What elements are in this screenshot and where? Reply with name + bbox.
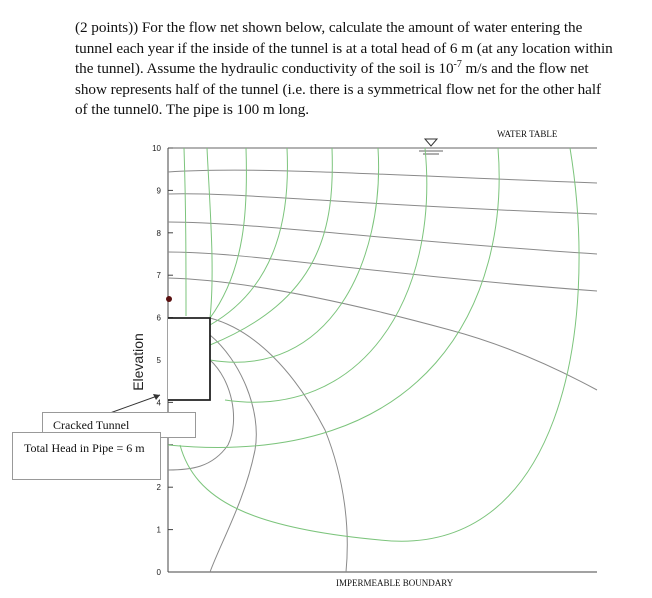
head-marker [166, 296, 172, 302]
total-head-label: Total Head in Pipe = 6 m [24, 441, 145, 455]
equipotential-line-7 [225, 148, 427, 402]
y-tick-label: 1 [156, 525, 161, 535]
equipotential-line-3 [210, 148, 246, 318]
total-head-callout [12, 432, 161, 480]
y-tick-label: 4 [156, 398, 161, 408]
y-tick-label: 2 [156, 483, 161, 493]
question-points: (2 points)) [75, 19, 139, 36]
flow-line-7 [210, 335, 256, 572]
flow-lines [168, 170, 597, 572]
conductivity-exponent: -7 [453, 59, 462, 70]
equipotential-line-8 [168, 148, 499, 447]
y-tick-label: 9 [156, 186, 161, 196]
water-table-triangle-icon [419, 139, 443, 154]
y-axis-label: Elevation [130, 333, 146, 391]
y-tick-label: 6 [156, 313, 161, 323]
question-body: For the flow net shown below, calculate the amount of water entering the tunnel each year if the inside of the tunnel is at a total head of 6 m (at any location within the tunnel). Assume the hydraulic conductivity of the soil is 10 [75, 19, 613, 77]
equipotential-line-9 [180, 148, 579, 541]
y-tick-label: 5 [156, 356, 161, 365]
flow-line-2 [168, 194, 597, 214]
equipotential-line-5 [210, 148, 332, 345]
flow-line-5 [168, 278, 597, 390]
tunnel-outline [168, 318, 210, 400]
equipotential-line-2 [207, 148, 212, 318]
water-table-label: WATER TABLE [497, 129, 558, 139]
y-tick-label: 8 [156, 228, 161, 238]
y-tick-label: 7 [156, 271, 161, 281]
impermeable-boundary-label: IMPERMEABLE BOUNDARY [336, 578, 454, 588]
flow-net-figure [0, 120, 652, 598]
equipotential-lines [168, 148, 579, 541]
y-tick-label: 0 [156, 568, 161, 577]
equipotential-line-1 [184, 148, 186, 316]
question-body-continued: m/s and the flow net show represents half of the tunnel (i.e. there is a symmetrical flow net for the other half of the tunnel0. The pipe is 100 m long. [75, 60, 601, 118]
flow-line-4 [168, 252, 597, 291]
flow-line-3 [168, 222, 597, 254]
question-text [75, 18, 615, 121]
callout-arrow [110, 395, 160, 413]
cracked-tunnel-label: Cracked Tunnel [53, 418, 130, 432]
flow-line-1 [168, 170, 597, 183]
y-tick-label: 10 [152, 144, 161, 153]
